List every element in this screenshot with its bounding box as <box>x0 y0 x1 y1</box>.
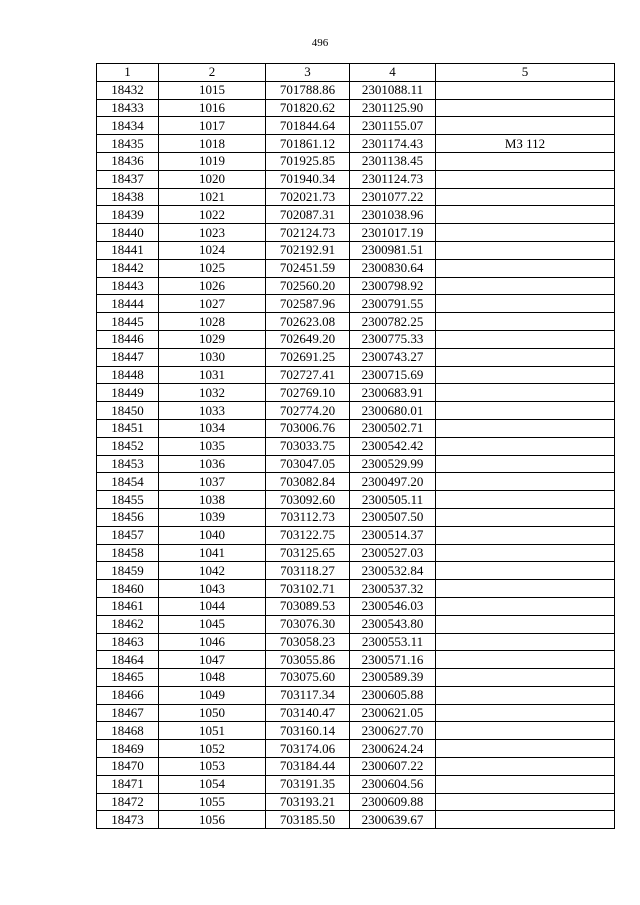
table-row <box>97 597 615 615</box>
point-id-cell: 18456 <box>97 508 159 526</box>
column-header-2: 2 <box>159 64 266 82</box>
x-coordinate-cell: 703058.23 <box>266 633 350 651</box>
table-row <box>97 81 615 99</box>
point-number-cell: 1039 <box>159 508 266 526</box>
note-cell <box>436 419 615 437</box>
table-row <box>97 544 615 562</box>
y-coordinate-cell: 2300680.01 <box>350 402 436 420</box>
note-cell <box>436 597 615 615</box>
x-coordinate-cell: 701861.12 <box>266 135 350 153</box>
point-number-cell: 1040 <box>159 526 266 544</box>
point-id-cell: 18466 <box>97 686 159 704</box>
point-number-cell: 1033 <box>159 402 266 420</box>
point-id-cell: 18443 <box>97 277 159 295</box>
point-id-cell: 18459 <box>97 562 159 580</box>
note-cell <box>436 99 615 117</box>
point-id-cell: 18471 <box>97 775 159 793</box>
table-row <box>97 224 615 242</box>
note-cell <box>436 384 615 402</box>
note-cell <box>436 366 615 384</box>
table-row <box>97 704 615 722</box>
x-coordinate-cell: 702774.20 <box>266 402 350 420</box>
point-number-cell: 1031 <box>159 366 266 384</box>
x-coordinate-cell: 703125.65 <box>266 544 350 562</box>
point-number-cell: 1053 <box>159 758 266 776</box>
point-id-cell: 18450 <box>97 402 159 420</box>
point-id-cell: 18446 <box>97 330 159 348</box>
table-row <box>97 188 615 206</box>
table-row <box>97 384 615 402</box>
point-id-cell: 18470 <box>97 758 159 776</box>
y-coordinate-cell: 2300507.50 <box>350 508 436 526</box>
point-number-cell: 1034 <box>159 419 266 437</box>
table-row <box>97 295 615 313</box>
note-cell <box>436 330 615 348</box>
table-row <box>97 330 615 348</box>
table-row <box>97 437 615 455</box>
point-id-cell: 18454 <box>97 473 159 491</box>
x-coordinate-cell: 703006.76 <box>266 419 350 437</box>
note-cell <box>436 437 615 455</box>
point-number-cell: 1022 <box>159 206 266 224</box>
table-row <box>97 419 615 437</box>
x-coordinate-cell: 702649.20 <box>266 330 350 348</box>
note-cell <box>436 152 615 170</box>
y-coordinate-cell: 2300502.71 <box>350 419 436 437</box>
y-coordinate-cell: 2300514.37 <box>350 526 436 544</box>
table-row <box>97 117 615 135</box>
point-id-cell: 18439 <box>97 206 159 224</box>
table-row <box>97 473 615 491</box>
x-coordinate-cell: 703174.06 <box>266 740 350 758</box>
note-cell <box>436 651 615 669</box>
point-number-cell: 1051 <box>159 722 266 740</box>
point-number-cell: 1016 <box>159 99 266 117</box>
note-cell <box>436 188 615 206</box>
note-cell <box>436 81 615 99</box>
point-id-cell: 18464 <box>97 651 159 669</box>
point-id-cell: 18444 <box>97 295 159 313</box>
point-id-cell: 18455 <box>97 491 159 509</box>
x-coordinate-cell: 703185.50 <box>266 811 350 829</box>
table-header <box>97 64 615 82</box>
note-cell <box>436 740 615 758</box>
point-number-cell: 1020 <box>159 170 266 188</box>
note-cell <box>436 615 615 633</box>
y-coordinate-cell: 2300607.22 <box>350 758 436 776</box>
point-id-cell: 18452 <box>97 437 159 455</box>
table-row <box>97 277 615 295</box>
table-row <box>97 526 615 544</box>
x-coordinate-cell: 703118.27 <box>266 562 350 580</box>
note-cell <box>436 473 615 491</box>
y-coordinate-cell: 2300527.03 <box>350 544 436 562</box>
x-coordinate-cell: 703112.73 <box>266 508 350 526</box>
x-coordinate-cell: 703055.86 <box>266 651 350 669</box>
y-coordinate-cell: 2301174.43 <box>350 135 436 153</box>
point-id-cell: 18441 <box>97 241 159 259</box>
x-coordinate-cell: 702587.96 <box>266 295 350 313</box>
point-number-cell: 1041 <box>159 544 266 562</box>
point-number-cell: 1023 <box>159 224 266 242</box>
x-coordinate-cell: 702560.20 <box>266 277 350 295</box>
x-coordinate-cell: 702623.08 <box>266 313 350 331</box>
table-row <box>97 241 615 259</box>
table-row <box>97 740 615 758</box>
point-number-cell: 1019 <box>159 152 266 170</box>
x-coordinate-cell: 702192.91 <box>266 241 350 259</box>
y-coordinate-cell: 2300798.92 <box>350 277 436 295</box>
y-coordinate-cell: 2301038.96 <box>350 206 436 224</box>
point-id-cell: 18449 <box>97 384 159 402</box>
point-id-cell: 18445 <box>97 313 159 331</box>
note-cell <box>436 259 615 277</box>
point-id-cell: 18458 <box>97 544 159 562</box>
y-coordinate-cell: 2301124.73 <box>350 170 436 188</box>
x-coordinate-cell: 703193.21 <box>266 793 350 811</box>
y-coordinate-cell: 2300497.20 <box>350 473 436 491</box>
x-coordinate-cell: 703047.05 <box>266 455 350 473</box>
x-coordinate-cell: 702769.10 <box>266 384 350 402</box>
point-number-cell: 1026 <box>159 277 266 295</box>
table-row <box>97 562 615 580</box>
note-cell <box>436 455 615 473</box>
point-id-cell: 18468 <box>97 722 159 740</box>
y-coordinate-cell: 2300981.51 <box>350 241 436 259</box>
y-coordinate-cell: 2300571.16 <box>350 651 436 669</box>
point-number-cell: 1035 <box>159 437 266 455</box>
note-cell <box>436 402 615 420</box>
x-coordinate-cell: 703122.75 <box>266 526 350 544</box>
note-cell <box>436 117 615 135</box>
table-body <box>97 81 615 828</box>
note-cell <box>436 224 615 242</box>
y-coordinate-cell: 2300537.32 <box>350 580 436 598</box>
y-coordinate-cell: 2300605.88 <box>350 686 436 704</box>
point-number-cell: 1015 <box>159 81 266 99</box>
point-id-cell: 18437 <box>97 170 159 188</box>
table-row <box>97 669 615 687</box>
y-coordinate-cell: 2300743.27 <box>350 348 436 366</box>
y-coordinate-cell: 2300782.25 <box>350 313 436 331</box>
point-number-cell: 1047 <box>159 651 266 669</box>
note-cell <box>436 241 615 259</box>
note-cell <box>436 544 615 562</box>
x-coordinate-cell: 703082.84 <box>266 473 350 491</box>
table-row <box>97 793 615 811</box>
point-number-cell: 1044 <box>159 597 266 615</box>
x-coordinate-cell: 703033.75 <box>266 437 350 455</box>
y-coordinate-cell: 2301138.45 <box>350 152 436 170</box>
x-coordinate-cell: 701788.86 <box>266 81 350 99</box>
page-number: 496 <box>311 37 329 49</box>
note-cell <box>436 206 615 224</box>
x-coordinate-cell: 703102.71 <box>266 580 350 598</box>
point-number-cell: 1054 <box>159 775 266 793</box>
table-row <box>97 686 615 704</box>
point-number-cell: 1042 <box>159 562 266 580</box>
point-number-cell: 1037 <box>159 473 266 491</box>
y-coordinate-cell: 2300529.99 <box>350 455 436 473</box>
point-number-cell: 1052 <box>159 740 266 758</box>
note-cell <box>436 170 615 188</box>
y-coordinate-cell: 2301155.07 <box>350 117 436 135</box>
point-number-cell: 1036 <box>159 455 266 473</box>
point-number-cell: 1056 <box>159 811 266 829</box>
y-coordinate-cell: 2300553.11 <box>350 633 436 651</box>
note-cell <box>436 526 615 544</box>
point-number-cell: 1049 <box>159 686 266 704</box>
y-coordinate-cell: 2300609.88 <box>350 793 436 811</box>
table-row <box>97 366 615 384</box>
column-header-1: 1 <box>97 64 159 82</box>
x-coordinate-cell: 703191.35 <box>266 775 350 793</box>
point-id-cell: 18434 <box>97 117 159 135</box>
x-coordinate-cell: 702727.41 <box>266 366 350 384</box>
x-coordinate-cell: 702087.31 <box>266 206 350 224</box>
point-id-cell: 18451 <box>97 419 159 437</box>
note-cell <box>436 277 615 295</box>
point-id-cell: 18435 <box>97 135 159 153</box>
y-coordinate-cell: 2301077.22 <box>350 188 436 206</box>
note-cell <box>436 491 615 509</box>
table-row <box>97 259 615 277</box>
point-number-cell: 1021 <box>159 188 266 206</box>
point-id-cell: 18442 <box>97 259 159 277</box>
y-coordinate-cell: 2300639.67 <box>350 811 436 829</box>
table-row <box>97 615 615 633</box>
note-cell <box>436 793 615 811</box>
y-coordinate-cell: 2300830.64 <box>350 259 436 277</box>
y-coordinate-cell: 2300791.55 <box>350 295 436 313</box>
point-id-cell: 18461 <box>97 597 159 615</box>
note-cell <box>436 811 615 829</box>
table-row <box>97 811 615 829</box>
table-row <box>97 348 615 366</box>
point-id-cell: 18460 <box>97 580 159 598</box>
y-coordinate-cell: 2300542.42 <box>350 437 436 455</box>
table-row <box>97 135 615 153</box>
note-cell <box>436 775 615 793</box>
note-cell <box>436 633 615 651</box>
point-number-cell: 1018 <box>159 135 266 153</box>
point-number-cell: 1025 <box>159 259 266 277</box>
x-coordinate-cell: 703076.30 <box>266 615 350 633</box>
x-coordinate-cell: 702451.59 <box>266 259 350 277</box>
table-row <box>97 758 615 776</box>
point-id-cell: 18465 <box>97 669 159 687</box>
x-coordinate-cell: 703075.60 <box>266 669 350 687</box>
x-coordinate-cell: 701925.85 <box>266 152 350 170</box>
y-coordinate-cell: 2300532.84 <box>350 562 436 580</box>
note-cell: МЗ 112 <box>436 135 615 153</box>
y-coordinate-cell: 2300627.70 <box>350 722 436 740</box>
column-header-5: 5 <box>436 64 615 82</box>
point-id-cell: 18433 <box>97 99 159 117</box>
note-cell <box>436 562 615 580</box>
point-number-cell: 1028 <box>159 313 266 331</box>
point-id-cell: 18473 <box>97 811 159 829</box>
point-number-cell: 1038 <box>159 491 266 509</box>
x-coordinate-cell: 701844.64 <box>266 117 350 135</box>
point-number-cell: 1032 <box>159 384 266 402</box>
point-id-cell: 18440 <box>97 224 159 242</box>
table-row <box>97 402 615 420</box>
point-number-cell: 1043 <box>159 580 266 598</box>
table-row <box>97 580 615 598</box>
y-coordinate-cell: 2301088.11 <box>350 81 436 99</box>
x-coordinate-cell: 703160.14 <box>266 722 350 740</box>
table-row <box>97 99 615 117</box>
table-row <box>97 491 615 509</box>
point-id-cell: 18447 <box>97 348 159 366</box>
note-cell <box>436 669 615 687</box>
x-coordinate-cell: 703089.53 <box>266 597 350 615</box>
x-coordinate-cell: 703140.47 <box>266 704 350 722</box>
table-row <box>97 775 615 793</box>
y-coordinate-cell: 2300589.39 <box>350 669 436 687</box>
note-cell <box>436 508 615 526</box>
y-coordinate-cell: 2300546.03 <box>350 597 436 615</box>
column-header-3: 3 <box>266 64 350 82</box>
point-number-cell: 1045 <box>159 615 266 633</box>
note-cell <box>436 704 615 722</box>
point-number-cell: 1024 <box>159 241 266 259</box>
y-coordinate-cell: 2300775.33 <box>350 330 436 348</box>
y-coordinate-cell: 2301125.90 <box>350 99 436 117</box>
note-cell <box>436 580 615 598</box>
point-id-cell: 18438 <box>97 188 159 206</box>
y-coordinate-cell: 2300505.11 <box>350 491 436 509</box>
table-row <box>97 455 615 473</box>
point-id-cell: 18472 <box>97 793 159 811</box>
x-coordinate-cell: 702021.73 <box>266 188 350 206</box>
y-coordinate-cell: 2300604.56 <box>350 775 436 793</box>
note-cell <box>436 348 615 366</box>
note-cell <box>436 758 615 776</box>
y-coordinate-cell: 2300715.69 <box>350 366 436 384</box>
x-coordinate-cell: 701820.62 <box>266 99 350 117</box>
y-coordinate-cell: 2301017.19 <box>350 224 436 242</box>
point-number-cell: 1029 <box>159 330 266 348</box>
x-coordinate-cell: 702124.73 <box>266 224 350 242</box>
point-id-cell: 18457 <box>97 526 159 544</box>
x-coordinate-cell: 703092.60 <box>266 491 350 509</box>
x-coordinate-cell: 703184.44 <box>266 758 350 776</box>
x-coordinate-cell: 701940.34 <box>266 170 350 188</box>
table-row <box>97 508 615 526</box>
table-row <box>97 651 615 669</box>
point-id-cell: 18469 <box>97 740 159 758</box>
table-row <box>97 206 615 224</box>
table-row <box>97 170 615 188</box>
note-cell <box>436 722 615 740</box>
point-number-cell: 1048 <box>159 669 266 687</box>
point-number-cell: 1050 <box>159 704 266 722</box>
x-coordinate-cell: 703117.34 <box>266 686 350 704</box>
point-number-cell: 1030 <box>159 348 266 366</box>
coordinates-table <box>96 63 615 829</box>
table-row <box>97 313 615 331</box>
point-id-cell: 18436 <box>97 152 159 170</box>
point-id-cell: 18463 <box>97 633 159 651</box>
point-number-cell: 1055 <box>159 793 266 811</box>
point-id-cell: 18432 <box>97 81 159 99</box>
point-id-cell: 18462 <box>97 615 159 633</box>
point-number-cell: 1046 <box>159 633 266 651</box>
y-coordinate-cell: 2300621.05 <box>350 704 436 722</box>
table-row <box>97 152 615 170</box>
note-cell <box>436 295 615 313</box>
point-id-cell: 18467 <box>97 704 159 722</box>
point-id-cell: 18448 <box>97 366 159 384</box>
table-row <box>97 633 615 651</box>
note-cell <box>436 686 615 704</box>
x-coordinate-cell: 702691.25 <box>266 348 350 366</box>
point-number-cell: 1027 <box>159 295 266 313</box>
point-number-cell: 1017 <box>159 117 266 135</box>
header-row <box>97 64 615 82</box>
note-cell <box>436 313 615 331</box>
point-id-cell: 18453 <box>97 455 159 473</box>
y-coordinate-cell: 2300543.80 <box>350 615 436 633</box>
y-coordinate-cell: 2300624.24 <box>350 740 436 758</box>
column-header-4: 4 <box>350 64 436 82</box>
y-coordinate-cell: 2300683.91 <box>350 384 436 402</box>
table-row <box>97 722 615 740</box>
